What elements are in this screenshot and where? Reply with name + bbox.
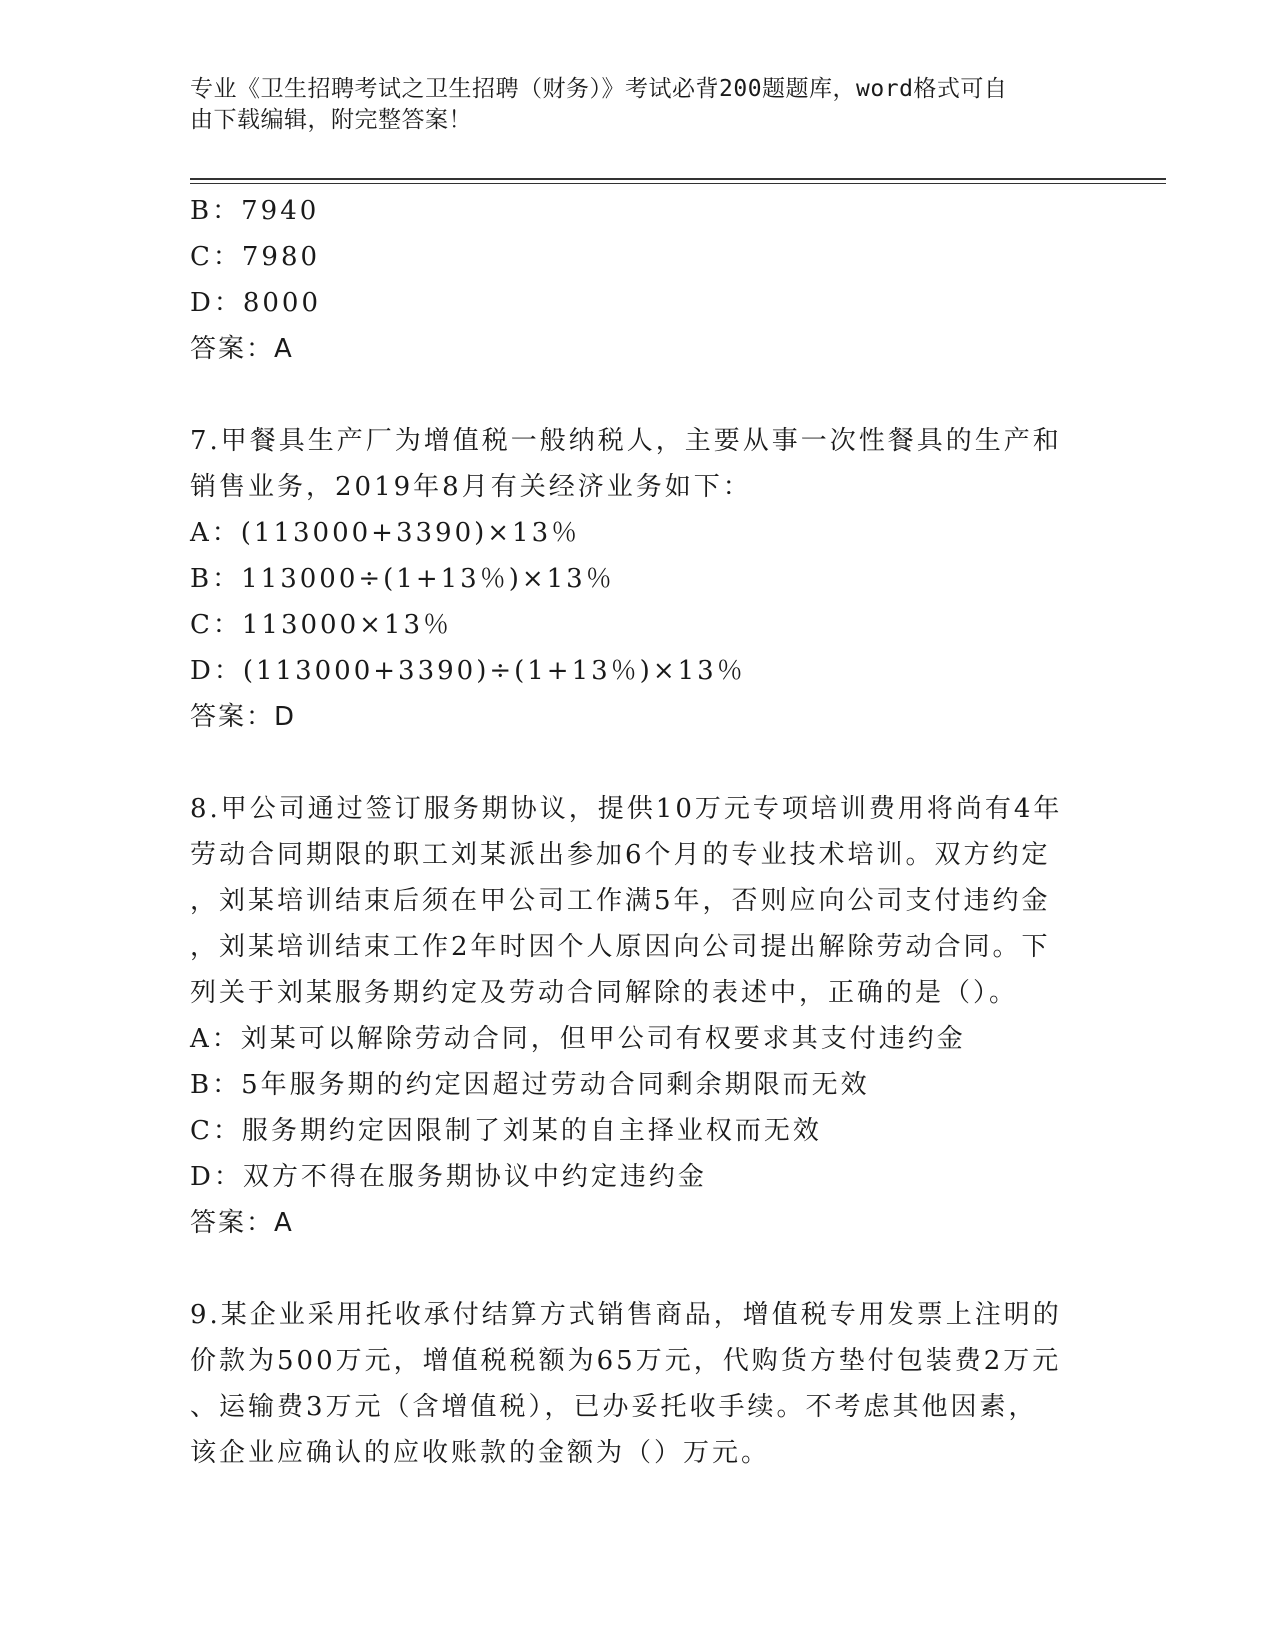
option-a: A：(113000+3390)×13％: [190, 518, 581, 548]
spacer: [190, 372, 1090, 418]
option-d: D：8000: [190, 288, 322, 318]
question-text-line: ，刘某培训结束工作2年时因个人原因向公司提出解除劳动合同。下: [190, 932, 1051, 962]
option-b: B：7940: [190, 196, 320, 226]
option-b: B：5年服务期的约定因超过劳动合同剩余期限而无效: [190, 1070, 870, 1100]
question-text-line: 、运输费3万元（含增值税），已办妥托收手续。不考虑其他因素，: [190, 1392, 1038, 1422]
answer-line: 答案：D: [190, 702, 297, 732]
question-text-line: 劳动合同期限的职工刘某派出参加6个月的专业技术培训。双方约定: [190, 840, 1051, 870]
document-body: [190, 188, 1090, 1476]
question-text-line: 销售业务，2019年8月有关经济业务如下：: [190, 472, 752, 502]
option-d: D：双方不得在服务期协议中约定违约金: [190, 1162, 707, 1192]
spacer: [190, 1246, 1090, 1292]
answer-line: 答案：A: [190, 1208, 294, 1238]
header-line-2: 由下载编辑，附完整答案！: [190, 107, 472, 133]
answer-line: 答案：A: [190, 334, 294, 364]
question-text-line: 列关于刘某服务期约定及劳动合同解除的表述中，正确的是（）。: [190, 978, 1019, 1008]
question-text-line: 9.某企业采用托收承付结算方式销售商品，增值税专用发票上注明的: [190, 1300, 1062, 1330]
option-a: A：刘某可以解除劳动合同，但甲公司有权要求其支付违约金: [190, 1024, 966, 1054]
question-text-line: 8.甲公司通过签订服务期协议，提供10万元专项培训费用将尚有4年: [190, 794, 1063, 824]
question-text-line: 价款为500万元，增值税税额为65万元，代购货方垫付包装费2万元: [190, 1346, 1062, 1376]
option-c: C：7980: [190, 242, 321, 272]
header-divider-thick: [190, 178, 1166, 180]
question-text-line: 7.甲餐具生产厂为增值税一般纳税人，主要从事一次性餐具的生产和: [190, 426, 1062, 456]
option-c: C：服务期约定因限制了刘某的自主择业权而无效: [190, 1116, 822, 1146]
question-8: [190, 786, 1090, 1246]
option-d: D：(113000+3390)÷(1+13％)×13％: [190, 656, 746, 686]
question-text-line: ，刘某培训结束后须在甲公司工作满5年，否则应向公司支付违约金: [190, 886, 1051, 916]
option-b: B：113000÷(1+13％)×13％: [190, 564, 615, 594]
header-line-1: 专业《卫生招聘考试之卫生招聘（财务）》考试必背200题题库，word格式可自: [190, 76, 1008, 102]
document-header: [190, 74, 1090, 136]
header-divider-thin: [190, 183, 1166, 184]
question-9: [190, 1292, 1090, 1476]
spacer: [190, 740, 1090, 786]
question-continued: [190, 188, 1090, 372]
question-7: [190, 418, 1090, 740]
option-c: C：113000×13％: [190, 610, 453, 640]
question-text-line: 该企业应确认的应收账款的金额为（）万元。: [190, 1438, 771, 1468]
